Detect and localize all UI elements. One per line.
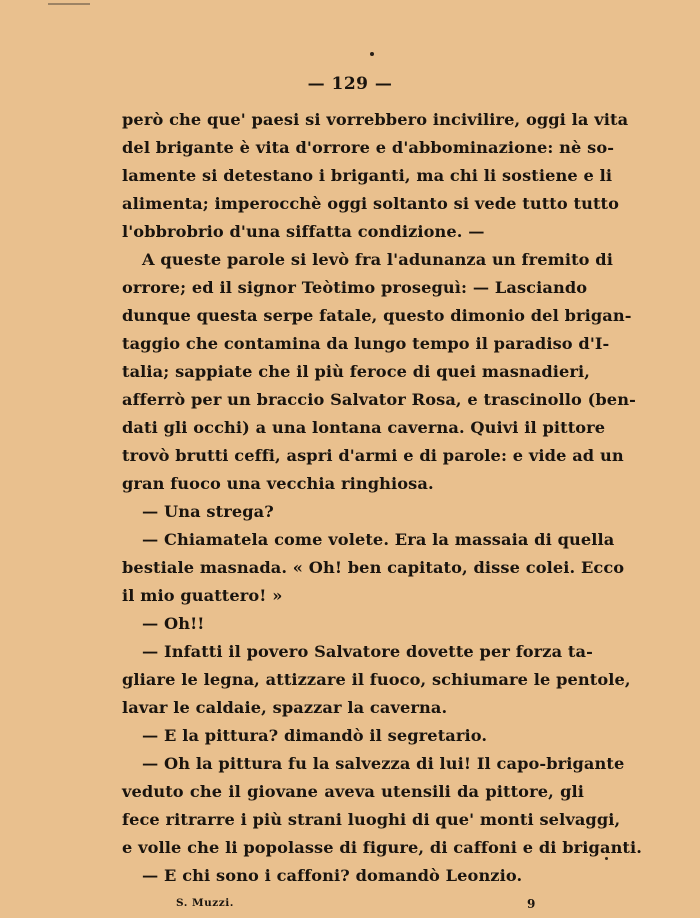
- text-line: — Infatti il povero Salvatore dovette per forza ta-: [142, 642, 593, 661]
- text-line: dati gli occhi) a una lontana caverna. Quivi il pittore: [122, 418, 606, 437]
- text-line: talia; sappiate che il più feroce di quei masnadieri,: [122, 362, 591, 381]
- text-line: A queste parole si levò fra l'adunanza un fremito di: [142, 250, 613, 269]
- page-speck: [370, 52, 374, 56]
- text-line: bestiale masnada. « Oh! ben capitato, disse colei. Ecco: [122, 558, 625, 577]
- text-line: — Una strega?: [142, 502, 274, 521]
- text-line: dunque questa serpe fatale, questo dimonio del brigan-: [122, 306, 632, 325]
- text-line: afferrò per un braccio Salvator Rosa, e trascinollo (ben-: [122, 390, 636, 409]
- text-line: però che que' paesi si vorrebbero incivilire, oggi la vita: [122, 110, 629, 129]
- page-speck: [605, 857, 608, 860]
- text-line: — Chiamatela come volete. Era la massaia di quella: [142, 530, 615, 549]
- text-line: gran fuoco una vecchia ringhiosa.: [122, 474, 434, 493]
- text-line: veduto che il giovane aveva utensili da pittore, gli: [122, 782, 584, 801]
- text-line: — Oh!!: [142, 614, 205, 633]
- text-line: orrore; ed il signor Teòtimo proseguì: — Lasciando: [122, 278, 588, 297]
- body-text: [122, 106, 642, 890]
- text-line: — E la pittura? dimandò il segretario.: [142, 726, 488, 745]
- text-line: — Oh la pittura fu la salvezza di lui! Il capo-brigante: [142, 754, 625, 773]
- signature-mark: 9: [527, 897, 536, 911]
- text-line: taggio che contamina da lungo tempo il paradiso d'I-: [122, 334, 610, 353]
- text-line: e volle che li popolasse di figure, di caffoni e di briganti.: [122, 838, 642, 857]
- text-line: gliare le legna, attizzare il fuoco, schiumare le pentole,: [122, 670, 631, 689]
- text-line: l'obbrobrio d'una siffatta condizione. —: [122, 222, 485, 241]
- text-line: lamente si detestano i briganti, ma chi li sostiene e li: [122, 166, 613, 185]
- text-line: alimenta; imperocchè oggi soltanto si vede tutto tutto: [122, 194, 620, 213]
- text-line: del brigante è vita d'orrore e d'abbominazione: nè so-: [122, 138, 615, 157]
- text-line: — E chi sono i caffoni? domandò Leonzio.: [142, 866, 523, 885]
- text-line: lavar le caldaie, spazzar la caverna.: [122, 698, 448, 717]
- text-line: il mio guattero! »: [122, 586, 283, 605]
- top-rule: [48, 3, 90, 5]
- text-line: fece ritrarre i più strani luoghi di que' monti selvaggi,: [122, 810, 621, 829]
- text-line: trovò brutti ceffi, aspri d'armi e di parole: e vide ad un: [122, 446, 624, 465]
- page-number: — 129 —: [307, 74, 393, 94]
- printer-signature: S. Muzzi.: [176, 897, 234, 909]
